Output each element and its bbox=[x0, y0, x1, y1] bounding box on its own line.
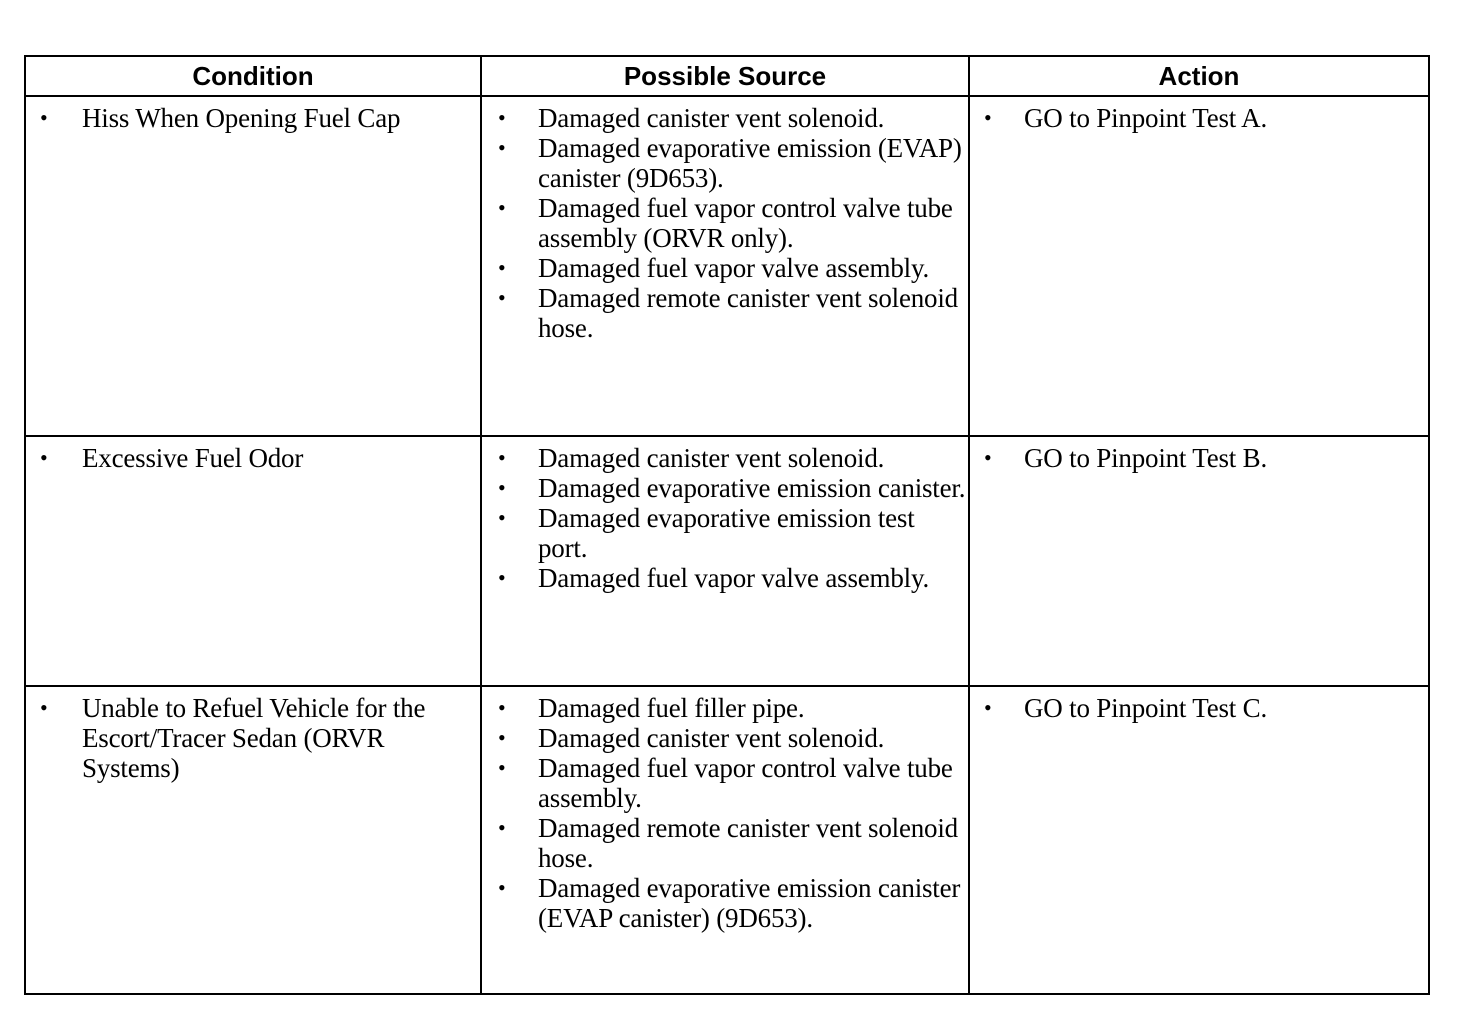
bullet-icon: • bbox=[498, 285, 506, 310]
source-item: • Damaged remote canister vent solenoid hose. bbox=[498, 283, 958, 343]
bullet-icon: • bbox=[498, 505, 506, 530]
condition-cell bbox=[25, 686, 481, 994]
condition-item: • Unable to Refuel Vehicle for the Escort/Tracer Sedan (ORVR Systems) bbox=[40, 693, 426, 783]
source-cell bbox=[481, 686, 969, 994]
condition-cell bbox=[25, 96, 481, 436]
condition-cell bbox=[25, 436, 481, 686]
source-item: • Damaged evaporative emission test port. bbox=[498, 503, 915, 563]
source-item: • Damaged fuel vapor control valve tube assembly. bbox=[498, 753, 953, 813]
bullet-icon: • bbox=[498, 255, 506, 280]
bullet-icon: • bbox=[498, 565, 506, 590]
header-condition: Condition bbox=[25, 56, 481, 96]
source-item: • Damaged fuel vapor control valve tube assembly (ORVR only). bbox=[498, 193, 953, 253]
source-item: • Damaged fuel vapor valve assembly. bbox=[498, 563, 930, 593]
table-row bbox=[25, 436, 1429, 686]
action-item: • GO to Pinpoint Test A. bbox=[984, 103, 1267, 133]
source-item: • Damaged canister vent solenoid. bbox=[498, 443, 885, 473]
bullet-icon: • bbox=[984, 695, 992, 720]
bullet-icon: • bbox=[984, 105, 992, 130]
bullet-icon: • bbox=[498, 875, 506, 900]
bullet-icon: • bbox=[498, 755, 506, 780]
action-item: • GO to Pinpoint Test C. bbox=[984, 693, 1267, 723]
header-possible-source: Possible Source bbox=[481, 56, 969, 96]
bullet-icon: • bbox=[498, 195, 506, 220]
condition-item: • Excessive Fuel Odor bbox=[40, 443, 304, 473]
source-item: • Damaged fuel vapor valve assembly. bbox=[498, 253, 930, 283]
source-cell bbox=[481, 96, 969, 436]
bullet-icon: • bbox=[498, 135, 506, 160]
source-item: • Damaged evaporative emission (EVAP) canister (9D653). bbox=[498, 133, 962, 193]
bullet-icon: • bbox=[498, 725, 506, 750]
action-cell bbox=[969, 436, 1429, 686]
source-item: • Damaged evaporative emission canister (EVAP canister) (9D653). bbox=[498, 873, 961, 933]
header-row bbox=[25, 56, 1429, 96]
source-cell bbox=[481, 436, 969, 686]
bullet-icon: • bbox=[498, 445, 506, 470]
source-item: • Damaged canister vent solenoid. bbox=[498, 723, 885, 753]
action-item: • GO to Pinpoint Test B. bbox=[984, 443, 1267, 473]
source-item: • Damaged evaporative emission canister. bbox=[498, 473, 966, 503]
bullet-icon: • bbox=[40, 445, 48, 470]
action-cell bbox=[969, 96, 1429, 436]
bullet-icon: • bbox=[40, 105, 48, 130]
bullet-icon: • bbox=[498, 105, 506, 130]
bullet-icon: • bbox=[984, 445, 992, 470]
bullet-icon: • bbox=[498, 695, 506, 720]
diagnosis-table bbox=[24, 55, 1430, 995]
header-action: Action bbox=[969, 56, 1429, 96]
bullet-icon: • bbox=[498, 475, 506, 500]
bullet-icon: • bbox=[498, 815, 506, 840]
source-item: • Damaged remote canister vent solenoid hose. bbox=[498, 813, 958, 873]
bullet-icon: • bbox=[40, 695, 48, 720]
table-row bbox=[25, 96, 1429, 436]
action-cell bbox=[969, 686, 1429, 994]
table-row bbox=[25, 686, 1429, 994]
source-item: • Damaged fuel filler pipe. bbox=[498, 693, 805, 723]
condition-item: • Hiss When Opening Fuel Cap bbox=[40, 103, 401, 133]
source-item: • Damaged canister vent solenoid. bbox=[498, 103, 885, 133]
